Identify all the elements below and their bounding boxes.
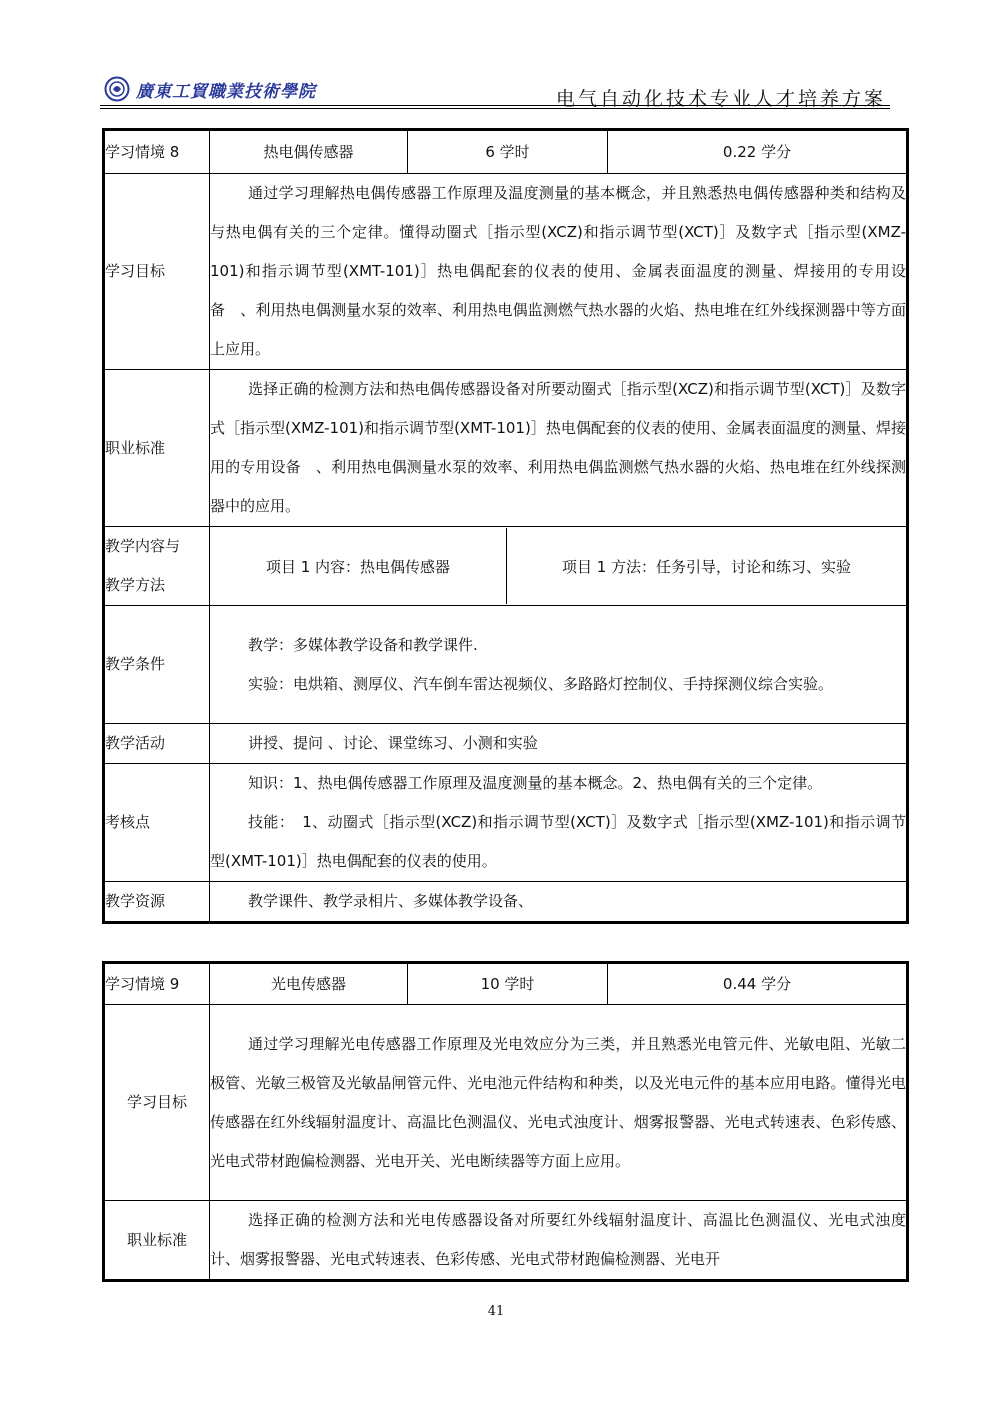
standard-cell bbox=[210, 1201, 908, 1281]
method-text: 项目 1 方法：任务引导，讨论和练习、实验 bbox=[561, 557, 852, 576]
goal-label: 学习目标 bbox=[104, 1005, 210, 1201]
page-number: 41 bbox=[487, 1304, 505, 1319]
learning-situation-9-table bbox=[102, 961, 909, 1282]
condition-text-experiment: 实验：电烘箱、测厚仪、汽车倒车雷达视频仪、多路路灯控制仪、手持探测仪综合实验。 bbox=[248, 674, 834, 693]
assessment-knowledge: 知识：1、热电偶传感器工作原理及温度测量的基本概念。2、热电偶有关的三个定律。 bbox=[248, 774, 823, 792]
content-label-line1: 教学内容与 bbox=[105, 537, 181, 555]
situation-label: 学习情境 9 bbox=[104, 963, 210, 1005]
situation-label: 学习情境 8 bbox=[104, 130, 210, 174]
school-name: 廣東工貿職業技術學院 bbox=[136, 81, 316, 102]
condition-text-teaching: 教学：多媒体教学设备和教学课件. bbox=[248, 635, 478, 654]
title-row bbox=[104, 963, 908, 1005]
goal-label: 学习目标 bbox=[104, 174, 210, 370]
goal-row bbox=[104, 174, 908, 370]
resource-cell bbox=[210, 882, 908, 923]
goal-cell bbox=[210, 1005, 908, 1201]
assessment-cell bbox=[210, 764, 908, 882]
assessment-skill: 技能： 1、动圈式［指示型(XCZ)和指示调节型(XCT)］及数字式［指示型(XMZ-101)和指示调节型(XMT-101)］热电偶配套的仪表的使用。 bbox=[210, 813, 906, 870]
school-logo bbox=[104, 76, 316, 102]
condition-cell bbox=[210, 606, 908, 724]
goal-row bbox=[104, 1005, 908, 1201]
goal-text: 通过学习理解热电偶传感器工作原理及温度测量的基本概念，并且熟悉热电偶传感器种类和结构及与热电偶有关的三个定律。懂得动圈式［指示型(XCZ)和指示调节型(XCT)］及数字式［指示型(XMZ-101)和指示调节型(XMT-101)］热电偶配套的仪表的使用、金属表面温度的测量、焊接用的专用设备 、利用热电偶测量水泵的效率、利用热电偶监测燃气热水器的火焰、热电堆在红外线探测器中等方面上应用。 bbox=[210, 184, 906, 358]
header-rule-secondary bbox=[100, 108, 890, 109]
document-title: 电气自动化技术专业人才培养方案 bbox=[555, 88, 886, 110]
content-method-row bbox=[104, 527, 908, 606]
header-rule bbox=[100, 105, 890, 106]
assessment-label: 考核点 bbox=[104, 764, 210, 882]
resource-label: 教学资源 bbox=[104, 882, 210, 923]
standard-cell bbox=[210, 370, 908, 527]
situation-topic: 光电传感器 bbox=[210, 963, 408, 1005]
standard-text: 选择正确的检测方法和光电传感器设备对所要红外线辐射温度计、高温比色测温仪、光电式浊度计、烟雾报警器、光电式转速表、色彩传感、光电式带材跑偏检测器、光电开 bbox=[210, 1211, 906, 1268]
learning-situation-8-table bbox=[102, 128, 909, 924]
activity-label: 教学活动 bbox=[104, 724, 210, 764]
content-label-line2: 教学方法 bbox=[105, 576, 166, 594]
content-method-split bbox=[210, 528, 906, 604]
activity-row bbox=[104, 724, 908, 764]
condition-row bbox=[104, 606, 908, 724]
condition-label: 教学条件 bbox=[104, 606, 210, 724]
situation-hours: 6 学时 bbox=[408, 130, 608, 174]
standard-row bbox=[104, 1201, 908, 1281]
goal-cell bbox=[210, 174, 908, 370]
situation-topic: 热电偶传感器 bbox=[210, 130, 408, 174]
situation-credits: 0.22 学分 bbox=[608, 130, 908, 174]
resource-row bbox=[104, 882, 908, 923]
standard-label: 职业标准 bbox=[104, 370, 210, 527]
content-method-cell bbox=[210, 527, 908, 606]
standard-label: 职业标准 bbox=[104, 1201, 210, 1281]
standard-text: 选择正确的检测方法和热电偶传感器设备对所要动圈式［指示型(XCZ)和指示调节型(XCT)］及数字式［指示型(XMZ-101)和指示调节型(XMT-101)］热电偶配套的仪表的使用、金属表面温度的测量、焊接用的专用设备 、利用热电偶测量水泵的效率、利用热电偶监测燃气热水器的火焰、热电堆在红外线探测器中的应用。 bbox=[210, 380, 906, 515]
page-header bbox=[100, 70, 890, 110]
content-text: 项目 1 内容：热电偶传感器 bbox=[210, 528, 507, 604]
assessment-row bbox=[104, 764, 908, 882]
activity-cell bbox=[210, 724, 908, 764]
standard-row bbox=[104, 370, 908, 527]
situation-hours: 10 学时 bbox=[408, 963, 608, 1005]
goal-text: 通过学习理解光电传感器工作原理及光电效应分为三类，并且熟悉光电管元件、光敏电阻、光敏二极管、光敏三极管及光敏晶闸管元件、光电池元件结构和种类，以及光电元件的基本应用电路。懂得光电传感器在红外线辐射温度计、高温比色测温仪、光电式浊度计、烟雾报警器、光电式转速表、色彩传感、光电式带材跑偏检测器、光电开关、光电断续器等方面上应用。 bbox=[210, 1034, 906, 1170]
activity-text: 讲授、提问 、讨论、课堂练习、小测和实验 bbox=[248, 734, 538, 752]
resource-text: 教学课件、教学录相片、多媒体教学设备、 bbox=[248, 892, 534, 910]
title-row bbox=[104, 130, 908, 174]
situation-credits: 0.44 学分 bbox=[608, 963, 908, 1005]
content-method-label bbox=[104, 527, 210, 606]
school-emblem-icon bbox=[104, 76, 130, 102]
